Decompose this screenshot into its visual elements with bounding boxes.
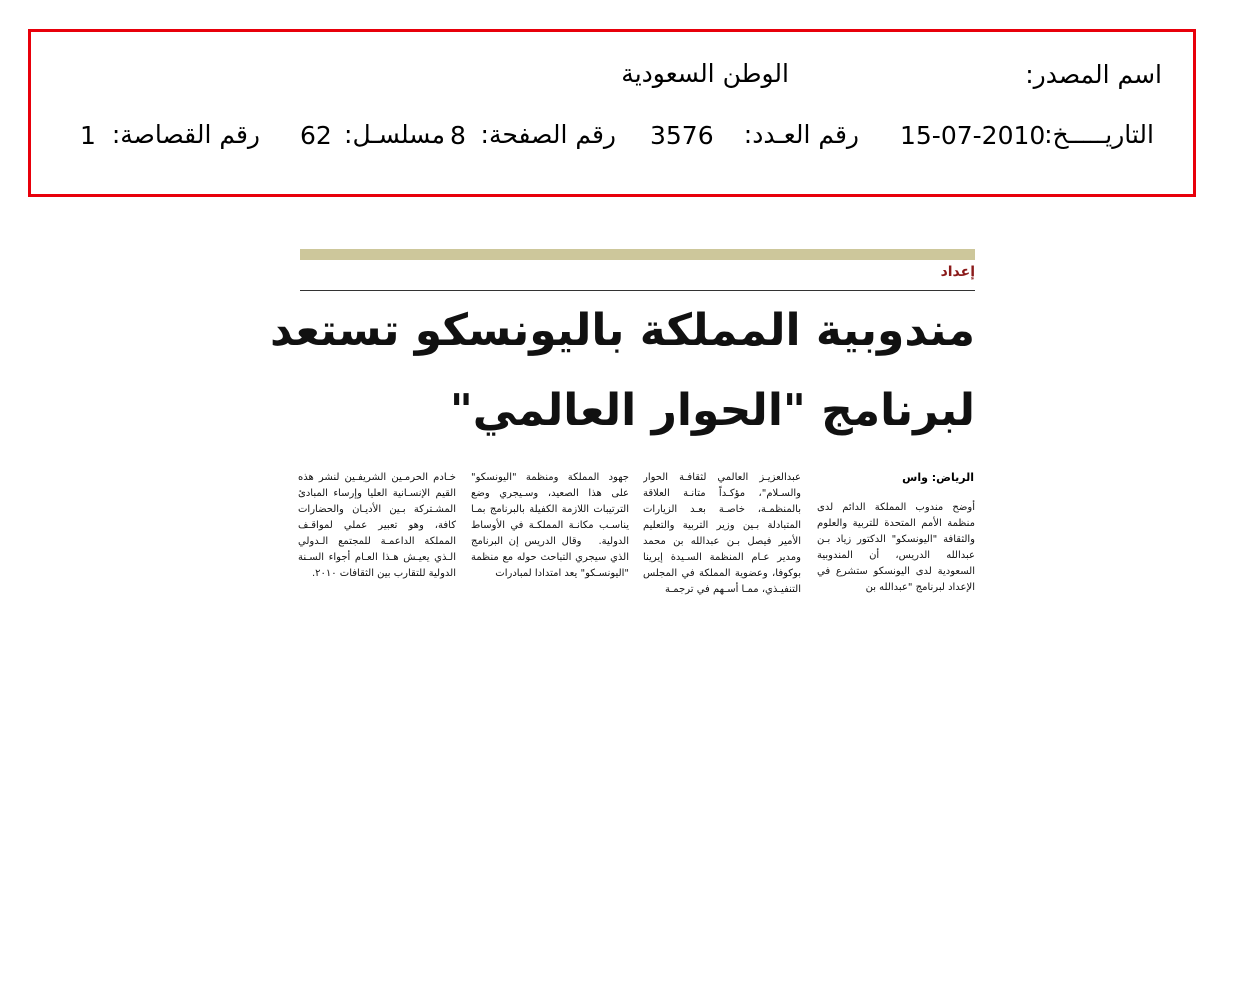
date-label: التاريـــــخ: <box>1044 120 1154 149</box>
issue-label: رقم العـدد: <box>743 120 859 149</box>
serial-value: 62 <box>300 121 332 150</box>
source-value: الوطن السعودية <box>621 59 789 88</box>
headline-line-1: مندوبية المملكة باليونسكو تستعد <box>269 305 975 356</box>
serial-label: مسلسـل: <box>344 120 445 149</box>
header-rule <box>300 249 975 260</box>
section-divider <box>300 290 975 291</box>
article-column-1: أوضح مندوب المملكة الدائم لدى منظمة الأمم المتحدة للتربية والعلوم والثقافة "اليونسكو" الدكتور زياد بـن عبدالله الدريس، أن المندوبية السعودية لدى اليونسكو ستشرع في الإعداد لبرنامج "عبدالله بن <box>817 502 975 593</box>
article-column-3: جهود المملكة ومنظمة "اليونسكو" على هذا الصعيد، وسـيجري وضع الترتيبات اللازمة الكفيلة بالبرنامج بمـا يناسـب مكانـة المملكـة في الأوساط الدولية. وقال الدريس إن البرنامج الذي سيجري التباحث حوله مع منظمة "اليونسـكو" يعد امتدادا لمبادرات <box>471 472 629 579</box>
page-label: رقم الصفحة: <box>480 120 616 149</box>
clip-label: رقم القصاصة: <box>111 120 260 149</box>
clip-value: 1 <box>80 121 96 150</box>
page-value: 8 <box>450 121 466 150</box>
date-value: 15-07-2010 <box>900 121 1046 150</box>
article-column-4: خـادم الحرمـين الشريفـين لنشر هذه القيم الإنسـانية العليا وإرساء المبادئ المشـتركة بـين الأديـان والحضارات كافة، وهو تعبير عملي لمواقـف المملكة الداعمـة للمجتمع الـدولي الـذي يعيـش هـذا العـام أجواء السـنة الدولية للتقارب بين الثقافات ٢٠١٠. <box>298 472 456 579</box>
article-column-2: عبدالعزيـز العالمي لثقافـة الحوار والسـلام"، مؤكـداً متانـة العلاقة بالمنظمـة، خاصـة بعـد الزيارات المتبادلة بـين وزير التربية والتعليم الأمير فيصل بـن عبدالله بن محمد ومدير عـام المنظمة السـيدة إيرينا بوكوفا، وعضوية المملكة في المجلس التنفيـذي، ممـا أسـهم في ترجمـة <box>643 472 801 595</box>
byline: الرياض: واس <box>902 471 974 484</box>
headline-line-2: لبرنامج "الحوار العالمي" <box>449 385 975 436</box>
issue-value: 3576 <box>650 121 714 150</box>
section-label: إعداد <box>940 264 975 280</box>
metadata-box <box>28 29 1196 197</box>
source-label: اسم المصدر: <box>1025 60 1162 89</box>
